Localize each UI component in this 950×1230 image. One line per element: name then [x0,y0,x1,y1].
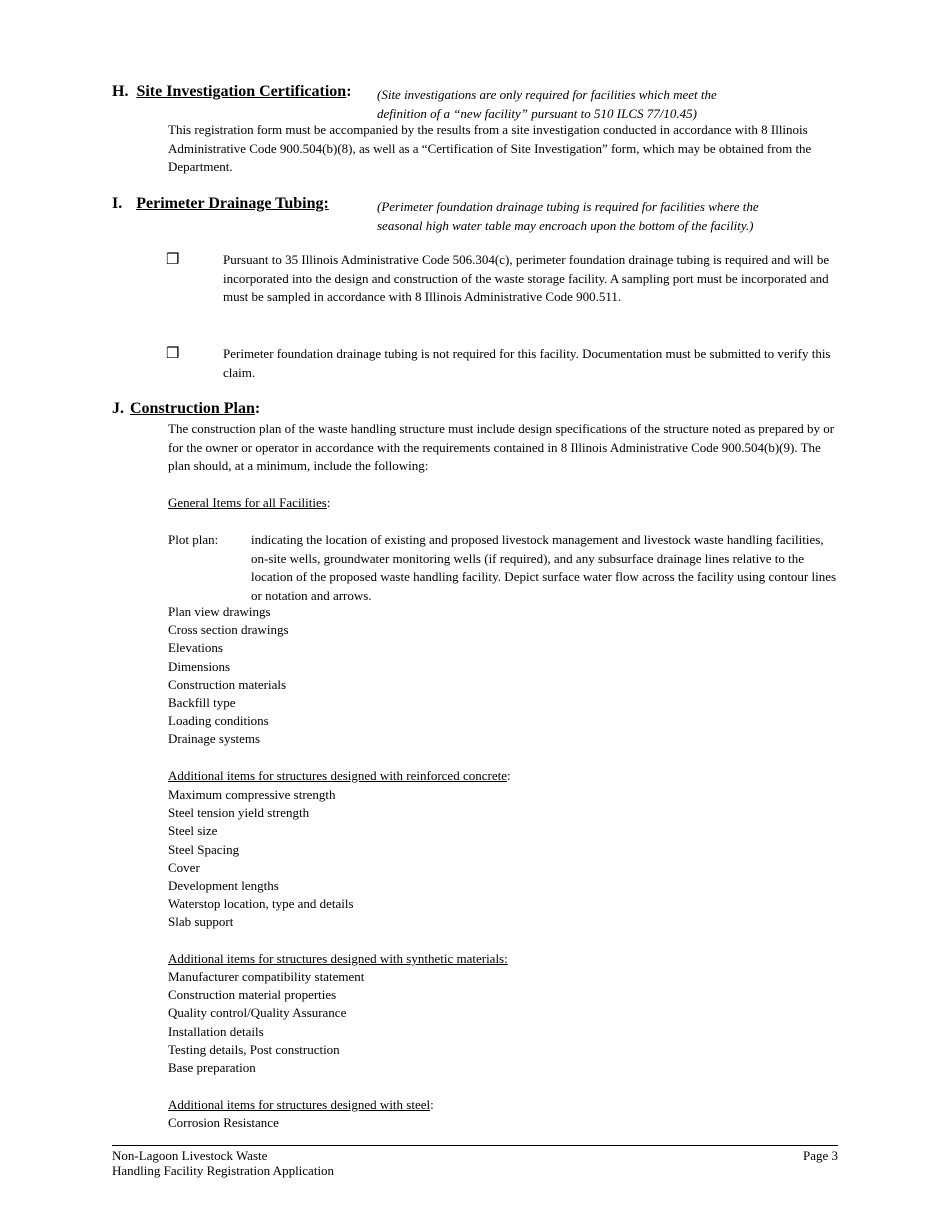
steel-items-heading-colon: : [430,1097,434,1112]
footer-page-number: Page 3 [802,1148,838,1163]
list-item: Elevations [168,640,223,656]
section-i-note-line2: seasonal high water table may encroach upon the bottom of the facility.) [377,218,754,233]
section-h-note-line1: (Site investigations are only required for facilities which meet the [377,87,717,102]
drainage-not-required-text: Perimeter foundation drainage tubing is not required for this facility. Documentation must be submitted to verify this claim. [223,346,831,380]
list-item: Plan view drawings [168,604,271,619]
drainage-required-text: Pursuant to 35 Illinois Administrative Code 506.304(c), perimeter foundation drainage tubing is required and will be incorporated into the design and construction of the waste storage facility. A sampling port must be incorporated and must be sampled in accordance with 8 Illinois Administrative Code 900.511. [223,252,830,304]
list-item: Testing details, Post construction [168,1041,340,1057]
list-item: Construction material properties [168,987,337,1003]
section-i-note [377,197,839,235]
section-i-title: Perimeter Drainage Tubing: [136,195,329,212]
list-item: Cross section drawings [168,622,289,638]
synthetic-items-list [168,968,364,1077]
synthetic-items-heading [168,950,508,969]
list-item: Construction materials [168,676,287,692]
section-h-note-line2: definition of a “new facility” pursuant to 510 ILCS 77/10.45) [377,106,697,121]
section-h-letter: H. [112,83,129,100]
concrete-items-heading-colon: : [506,768,511,783]
section-j-letter: J. [112,400,124,417]
list-item: Waterstop location, type and details [168,896,354,912]
steel-items-heading-text: Additional items for structures designed with steel [168,1097,431,1112]
general-items-heading [168,494,330,513]
list-item: Steel size [168,823,218,839]
section-h-body: This registration form must be accompanied by the results from a site investigation conducted in accordance with 8 Illinois Administrative Code 900.504(b)(8), as well as a “Certification of Site Investigation” form, which may be obtained from the Department. [168,122,812,174]
section-i-note-line1: (Perimeter foundation drainage tubing is required for facilities where the [377,199,759,214]
section-h-note [377,85,837,123]
concrete-items-heading [168,767,511,786]
general-items-heading-text: General Items for all Facilities [168,495,327,510]
section-h-colon: : [346,83,352,100]
list-item: Loading conditions [168,713,269,729]
section-i-letter: I. [112,195,123,212]
drainage-not-required-checkbox[interactable]: ❒ [166,346,180,362]
list-item: Manufacturer compatibility statement [168,969,365,984]
list-item: Slab support [168,914,234,930]
steel-items-heading [168,1096,434,1115]
concrete-items-heading-text: Additional items for structures designed with reinforced concrete [168,768,507,783]
list-item: Base preparation [168,1059,256,1075]
section-j-title: Construction Plan [130,400,255,417]
steel-items-list [168,1114,279,1132]
footer-divider [112,1145,838,1146]
list-item: Development lengths [168,877,279,893]
footer-title [112,1148,334,1178]
plot-plan-label: Plot plan: [168,532,219,547]
list-item: Installation details [168,1023,264,1039]
section-i-heading [112,195,329,213]
list-item: Dimensions [168,658,231,674]
section-j-intro: The construction plan of the waste handling structure must include design specifications of the structure noted as prepared by or for the owner or operator in accordance with the requirements contained in 8 Illinois Administrative Code 900.504(b)(9). The plan should, at a minimum, include the following: [168,421,835,473]
list-item: Cover [168,859,200,875]
footer-title-line2: Handling Facility Registration Application [112,1163,335,1178]
section-h-heading [112,83,352,101]
footer-title-line1: Non-Lagoon Livestock Waste [112,1148,268,1163]
list-item: Maximum compressive strength [168,787,336,802]
plot-plan-text: indicating the location of existing and proposed livestock management and livestock waste handling facilities, on-site wells, groundwater monitoring wells (if required), and any subsurface drainage lines relative to the location of the proposed waste handling facility. Depict surface water flow across the facility using contour lines or notation and arrows. [251,532,837,603]
section-j-colon: : [254,400,261,417]
drainage-required-checkbox[interactable]: ❒ [166,252,180,268]
list-item: Steel Spacing [168,841,240,857]
section-j-heading [112,400,260,418]
general-items-heading-colon: : [326,495,331,510]
concrete-items-list [168,786,354,932]
list-item: Steel tension yield strength [168,805,310,821]
synthetic-items-heading-text: Additional items for structures designed with synthetic materials: [168,951,508,966]
list-item: Drainage systems [168,731,261,747]
section-h-title: Site Investigation Certification [136,83,347,100]
list-item: Quality control/Quality Assurance [168,1005,347,1021]
list-item: Backfill type [168,694,236,710]
general-items-list [168,603,289,749]
list-item: Corrosion Resistance [168,1115,279,1130]
